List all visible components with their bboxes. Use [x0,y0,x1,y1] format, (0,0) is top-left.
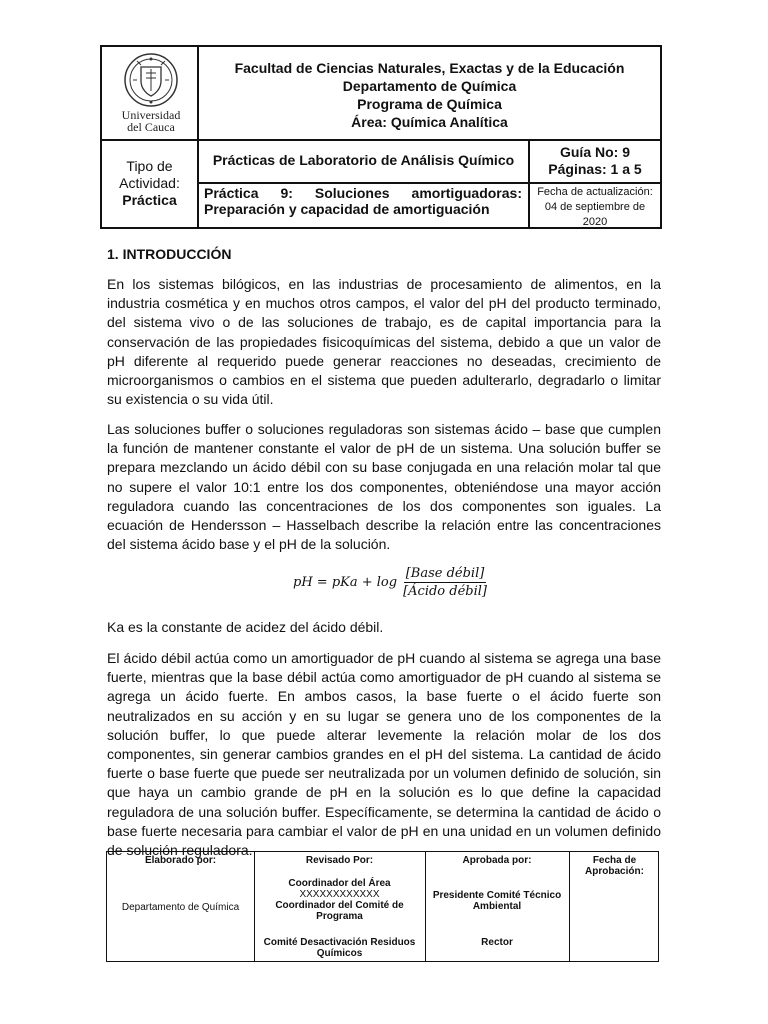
update-date-year: 2020 [582,216,608,228]
elaborated-by-header: Elaborado por: [144,855,217,866]
approval-date-header [569,855,660,877]
faculty-name: Facultad de Ciencias Naturales, Exactas y de la Educación [234,60,625,76]
update-date-label: Fecha de actualización: [537,186,653,198]
approval-date-header-line: Fecha de [592,855,637,866]
approved-by-block [425,890,569,912]
practice-title-word: Soluciones [314,185,390,201]
activity-type-value: Práctica [122,192,177,208]
approver: Ambiental [472,901,522,912]
reviewer: Coordinador del Área [288,878,391,889]
practice-subtitle: Preparación y capacidad de amortiguación [204,201,490,217]
reviewed-by-committee [254,937,425,959]
approval-table [106,851,659,962]
approver-rector: Rector [481,937,513,948]
formula-denominator: [Ácido débil] [403,584,487,599]
section-title: 1. INTRODUCCIÓN [107,246,232,262]
reviewer: Químicos [316,948,363,959]
henderson-hasselbalch-equation [293,566,489,599]
practice-title-word: 9: [280,185,293,201]
activity-type-cell [102,158,197,209]
practice-title [204,185,522,217]
reviewed-by-block [254,878,425,922]
university-logo [112,51,190,135]
page-range: Páginas: 1 a 5 [548,161,642,177]
header-divider [197,139,660,141]
course-title: Prácticas de Laboratorio de Análisis Químico [212,152,515,168]
guide-number: Guía No: 9 [559,144,630,160]
practice-title-word: Práctica [204,185,259,201]
guide-info [530,144,660,178]
elaborated-by-value: Departamento de Química [121,902,240,913]
reviewed-by-header: Revisado Por: [305,855,374,866]
activity-type-label: Tipo de [126,158,173,174]
reviewer-name: XXXXXXXXXXXX [299,889,380,900]
formula-fraction [401,566,489,599]
department-name: Departamento de Química [342,78,517,94]
header-divider [102,139,197,141]
activity-type-label: Actividad: [119,175,180,191]
faculty-block [199,59,660,131]
approver: Presidente Comité Técnico [432,890,562,901]
paragraph-buffers: Las soluciones buffer o soluciones reguladoras son sistemas ácido – base que cumplen la función de mantener constante el valor de pH de un sistema. Una solución buffer se prepara mezclando un ácido débil con su base conjugada en una relación molar tal que no supere el valor 10:1 entre los dos componentes, obteniéndose una mayor acción reguladora cuando las concentraciones de los dos componentes son iguales. La ecuación de Hendersson – Hasselbach describe la relación entre las concentraciones del sistema ácido base y el pH de la solución. [107,421,661,553]
university-seal-icon [123,51,179,109]
formula-lhs: pH = pKa + log [293,575,398,590]
program-name: Programa de Química [357,96,502,112]
paragraph-intro: En los sistemas bilógicos, en las industrias de procesamiento de alimentos, en la industria cosmética y en muchos otros campos, el valor del pH del producto terminado, del sistema vivo o de las soluciones de trabajo, es de capital importancia para la conservación de las propiedades fisicoquímicas del sistema, debido a que un valor de pH diferente al requerido puede generar reacciones no deseadas, crecimiento de microorganismos o cambios en el sistema que pueden adulterarlo, degradarlo o limitar su existencia o su vida útil. [107,276,661,408]
header-divider [197,182,660,184]
formula-numerator: [Base débil] [405,566,485,581]
approval-date-header-line: Aprobación: [585,866,644,877]
approved-by-header: Aprobada por: [462,855,532,866]
paragraph-ka: Ka es la constante de acidez del ácido débil. [107,619,384,635]
practice-title-word: amortiguadoras: [411,185,522,201]
update-date-value: 04 de septiembre de [544,201,646,213]
area-name: Área: Química Analítica [351,114,508,130]
paragraph-buffer-capacity: El ácido débil actúa como un amortiguador de pH cuando al sistema se agrega una base fuerte, mientras que la base débil actúa como amortiguador de pH cuando al sistema se agrega un ácido fuerte. En ambos casos, la base fuerte o el ácido fuerte son neutralizados en su acción y en su lugar se genera uno de los componentes de la solución buffer, lo que puede alterar levemente la relación molar de los dos componentes, sin generar cambios grandes en el pH del sistema. La cantidad de ácido fuerte o base fuerte que puede ser neutralizada por un volumen definido de solución, sin que haya un cambio grande de pH en la solución es lo que define la capacidad reguladora de una solución buffer. Específicamente, se determina la cantidad de ácido o base fuerte necesaria para cambiar el valor de pH en una unidad en un volumen definido de solución reguladora. [107,650,661,859]
university-name-line: Universidad [121,108,181,122]
university-name-line: del Cauca [127,120,175,134]
reviewer: Coordinador del Comité de [275,900,404,911]
reviewer: Comité Desactivación Residuos [263,937,416,948]
update-date-cell [530,185,660,230]
document-header-table [100,45,662,229]
reviewer: Programa [316,911,363,922]
